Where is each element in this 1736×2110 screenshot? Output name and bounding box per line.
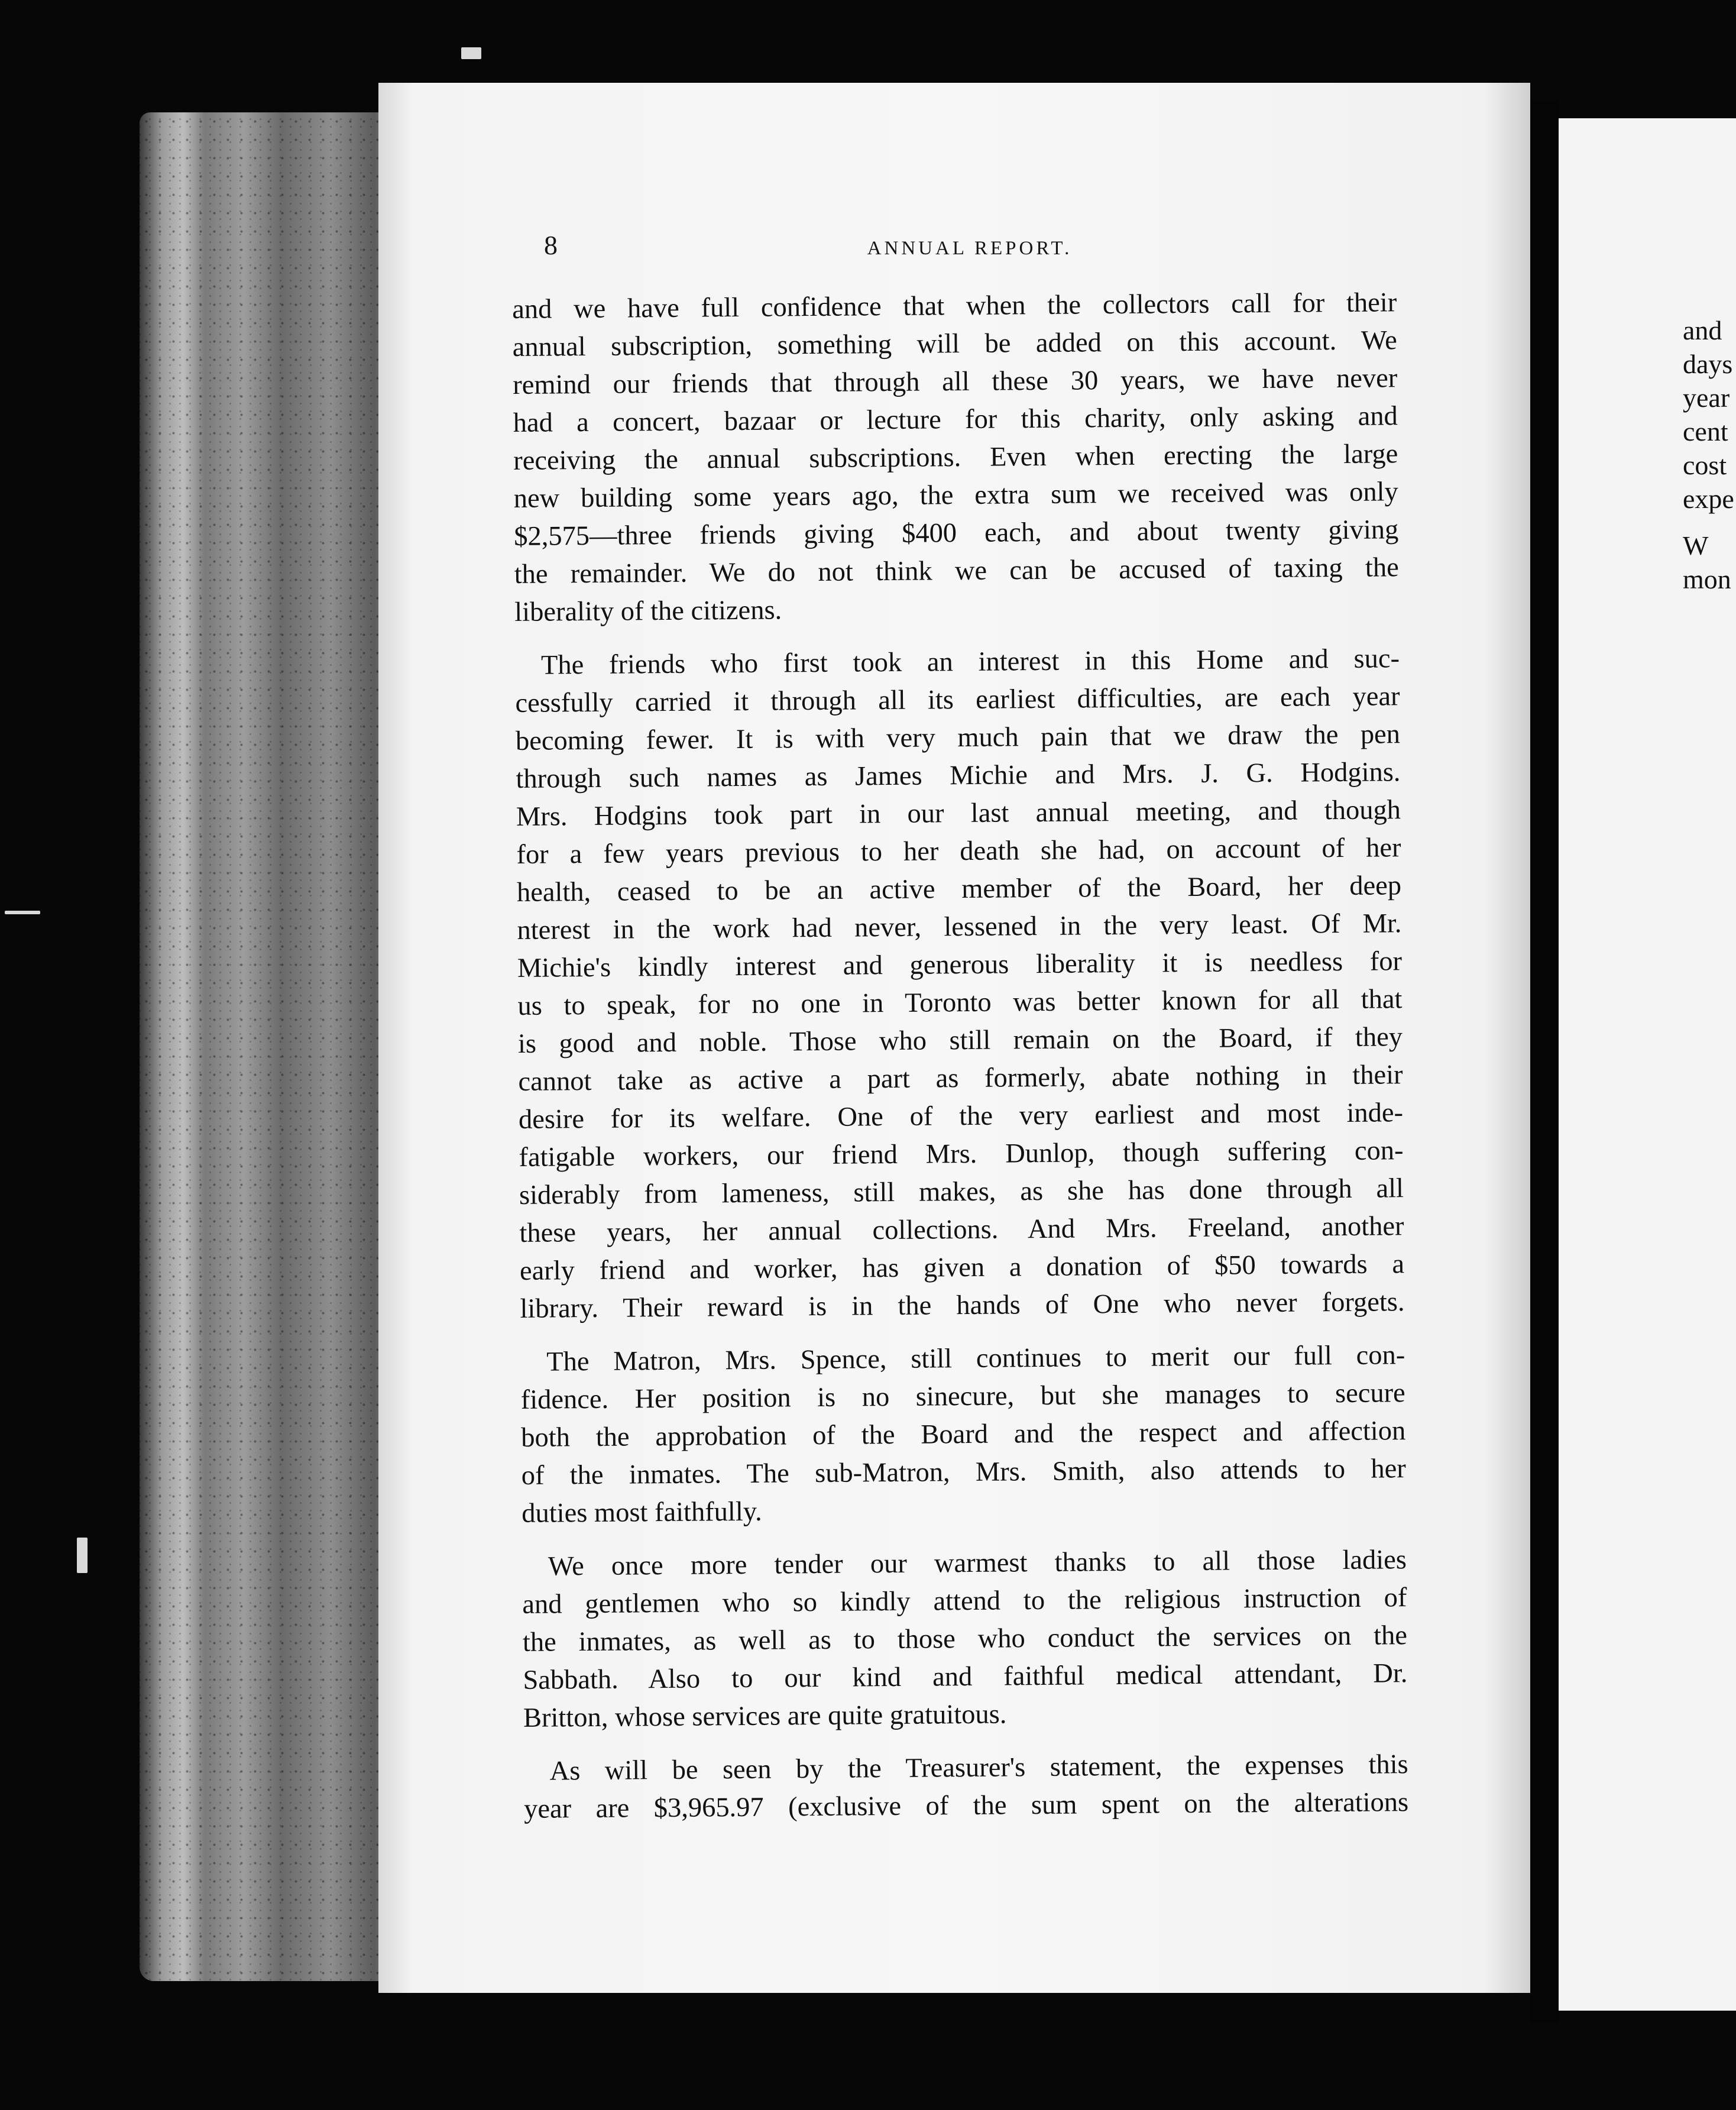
scan-speck [77, 1538, 88, 1573]
text-line: library. Their reward is in the hands of One who never forgets. [520, 1287, 1405, 1324]
text-line: us to speak, for no one in Toronto was better known for all that [517, 984, 1403, 1021]
text-line: cannot take as active a part as formerly, abate nothing in their [518, 1060, 1403, 1097]
text-line: had a concert, bazaar or lecture for this charity, only asking and [513, 401, 1398, 438]
text-line: As will be seen by the Treasurer's statement, the expenses this [549, 1749, 1408, 1787]
book-page-edges [140, 112, 413, 1981]
page-number: 8 [544, 230, 558, 260]
text-line: and we have full confidence that when the collectors call for their [512, 287, 1397, 325]
text-line: siderably from lameness, still makes, as she has done through all [519, 1173, 1404, 1211]
text-line: duties most faithfully. [522, 1496, 762, 1529]
paragraph [515, 640, 1405, 1328]
text-line: both the approbation of the Board and the respect and affection [521, 1416, 1406, 1453]
text-fragment: cost [1683, 450, 1727, 480]
paragraph [512, 284, 1399, 632]
text-line: is good and noble. Those who still remain on the Board, if they [517, 1022, 1403, 1059]
running-head: ANNUAL REPORT. [867, 238, 1073, 259]
text-fragment: mon [1683, 564, 1731, 594]
page-body-text [512, 284, 1409, 1844]
text-line: health, ceased to be an active member of the Board, her deep [516, 870, 1402, 908]
text-line: the remainder. We do not think we can be accused of taxing the [514, 552, 1399, 590]
text-line: Sabbath. Also to our kind and faithful medical attendant, Dr. [523, 1658, 1408, 1695]
text-line: receiving the annual subscriptions. Even when erecting the large [513, 439, 1398, 476]
text-line: We once more tender our warmest thanks to all those ladies [548, 1545, 1407, 1582]
text-fragment: and [1683, 315, 1722, 345]
page-header [544, 229, 1395, 271]
text-line: nterest in the work had never, lessened in the very least. Of Mr. [517, 908, 1402, 946]
text-fragment: expe [1683, 484, 1734, 514]
text-line: for a few years previous to her death she had, on account of her [516, 833, 1401, 870]
text-line: of the inmates. The sub-Matron, Mrs. Smith, also attends to her [521, 1454, 1406, 1491]
text-line: The friends who first took an interest in this Home and suc- [540, 643, 1400, 681]
text-line: through such names as James Michie and Mrs. J. G. Hodgins. [516, 757, 1401, 794]
scan-speck [5, 911, 40, 914]
text-line: becoming fewer. It is with very much pain that we draw the pen [515, 719, 1401, 756]
text-fragment: W [1683, 530, 1709, 561]
text-line: cessfully carried it through all its earliest difficulties, are each year [515, 681, 1400, 719]
text-line: Mrs. Hodgins took part in our last annual meeting, and though [516, 795, 1401, 832]
text-line: the inmates, as well as to those who conduct the services on the [522, 1620, 1408, 1658]
text-fragment: cent [1683, 416, 1728, 446]
paragraph [520, 1336, 1406, 1533]
text-line: Michie's kindly interest and generous liberality it is needless for [517, 946, 1403, 983]
book-gutter [1530, 101, 1559, 2022]
text-line: year are $3,965.97 (exclusive of the sum spent on the alterations [523, 1787, 1409, 1824]
text-line: these years, her annual collections. And Mrs. Freeland, another [519, 1211, 1404, 1248]
scan-speck [461, 47, 481, 59]
text-line: new building some years ago, the extra sum we received was only [513, 477, 1398, 514]
paragraph [523, 1746, 1408, 1829]
text-line: annual subscription, something will be added on this account. We [512, 325, 1397, 363]
text-fragment: year [1683, 383, 1730, 413]
right-page-text-fragments [1683, 313, 1736, 596]
text-line: $2,575—three friends giving $400 each, and about twenty giving [514, 514, 1399, 552]
text-line: desire for its welfare. One of the very earliest and most inde- [518, 1098, 1404, 1135]
text-line: liberality of the citizens. [514, 595, 782, 627]
text-fragment: days [1683, 349, 1733, 379]
text-line: remind our friends that through all these 30 years, we have never [513, 363, 1398, 400]
text-line: early friend and worker, has given a donation of $50 towards a [519, 1249, 1405, 1286]
text-line: fatigable workers, our friend Mrs. Dunlop, though suffering con- [519, 1135, 1404, 1173]
text-line: fidence. Her position is no sinecure, but she manages to secure [520, 1378, 1405, 1415]
text-line: and gentlemen who so kindly attend to the religious instruction of [522, 1582, 1407, 1620]
text-line: Britton, whose services are quite gratuitous. [523, 1699, 1007, 1733]
text-line: The Matron, Mrs. Spence, still continues to merit our full con- [546, 1340, 1405, 1377]
paragraph [522, 1541, 1408, 1737]
